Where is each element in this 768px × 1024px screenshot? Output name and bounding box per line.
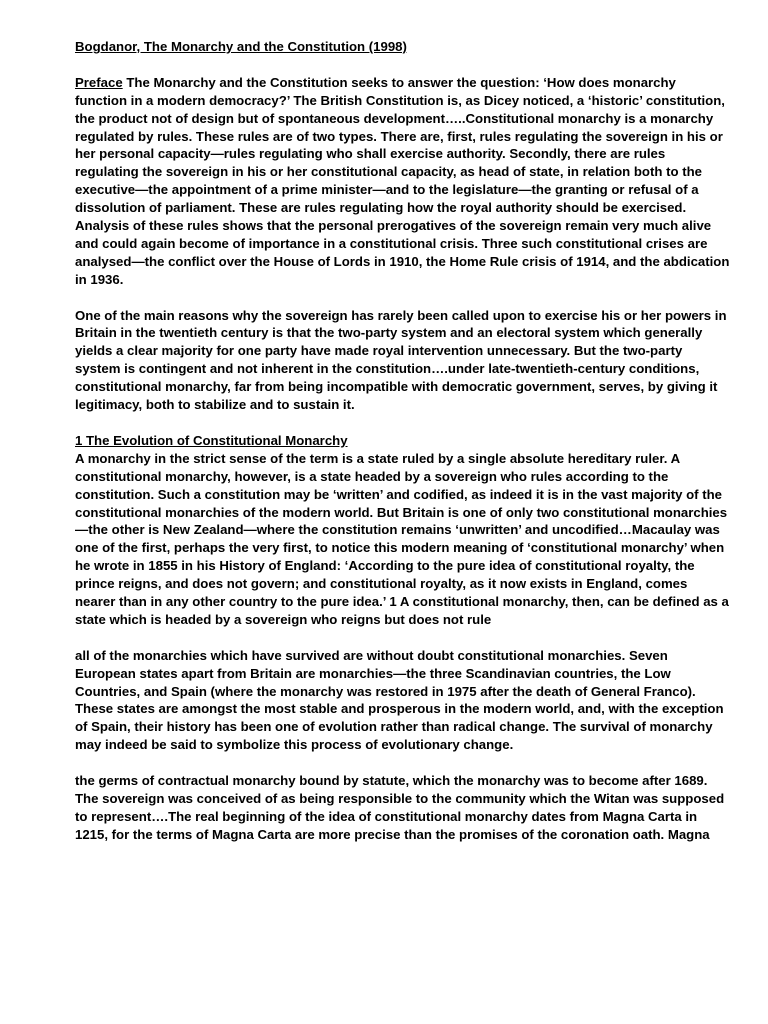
paragraph-surviving-monarchies: all of the monarchies which have survived are without doubt constitutional monarchies. Seven European states apart from Britain are monarchies—the three Scandinavian countries, the Low Countries, and Spain (where the monarchy was restored in 1975 after the death of General Franco). These states are amongst the most stable and prosperous in the modern world, and, with the exception of Spain, their history has been one of evolution rather than radical change. The survival of monarchy may indeed be said to symbolize this process of evolutionary change.	[75, 647, 724, 753]
section-1-heading: 1 The Evolution of Constitutional Monarchy	[75, 432, 348, 448]
section-1	[75, 432, 730, 629]
document-title-line	[75, 38, 730, 56]
preface-paragraph	[75, 74, 730, 289]
paragraph-two-party-system: One of the main reasons why the sovereign has rarely been called upon to exercise his or her powers in Britain in the twentieth century is that the two-party system and an electoral system which generally yields a clear majority for one party have made royal intervention unnecessary. But the two-party system is contingent and not inherent in the constitution….under late-twentieth-century conditions, constitutional monarchy, far from being incompatible with democratic government, serves, by giving it legitimacy, both to stabilize and to sustain it.	[75, 307, 727, 413]
preface-label: Preface	[75, 74, 123, 90]
paragraph-contractual-monarchy: the germs of contractual monarchy bound by statute, which the monarchy was to become after 1689. The sovereign was conceived of as being responsible to the community which the Witan was supposed to represent….The real beginning of the idea of constitutional monarchy dates from Magna Carta in 1215, for the terms of Magna Carta are more precise than the promises of the coronation oath. Magna	[75, 773, 725, 842]
document-title: Bogdanor, The Monarchy and the Constitution (1998)	[75, 39, 407, 54]
document-page	[75, 38, 730, 862]
section-1-text: A monarchy in the strict sense of the term is a state ruled by a single absolute hereditary ruler. A constitutional monarchy, however, is a state headed by a sovereign who rules according to the constitution. Such a constitution may be ‘written’ and codified, as indeed it is in the vast majority of the constitutional monarchies of the modern world. But Britain is one of only two constitutional monarchies—the other is New Zealand—where the constitution remains ‘unwritten’ and uncodified…Macaulay was one of the first, perhaps the very first, to notice this modern meaning of ‘constitutional monarchy’ when he wrote in 1855 in his History of England: ‘According to the pure idea of constitutional royalty, the prince reigns, and does not govern; and constitutional royalty, as it now exists in England, comes nearer than in any other country to the pure idea.’ 1 A constitutional monarchy, then, can be defined as a state which is headed by a sovereign who reigns but does not rule	[75, 450, 729, 627]
preface-text: The Monarchy and the Constitution seeks to answer the question: ‘How does monarchy function in a modern democracy?’ The British Constitution is, as Dicey noticed, a ‘historic’ constitution, the product not of design but of spontaneous development…..Constitutional monarchy is a monarchy regulated by rules. These rules are of two types. There are, first, rules regulating the sovereign in his or her personal capacity—rules regulating who shall exercise authority. Secondly, there are rules regulating the sovereign in his or her constitutional capacity, as head of state, in relation both to the executive—the appointment of a prime minister—and to the legislature—the granting or refusal of a dissolution of parliament. These are rules regulating how the royal authority should be exercised. Analysis of these rules shows that the personal prerogatives of the sovereign remain very much alive and could again become of importance in a constitutional crisis. Three such constitutional crises are analysed—the conflict over the House of Lords in 1910, the Home Rule crisis of 1914, and the abdication in 1936.	[75, 74, 730, 287]
